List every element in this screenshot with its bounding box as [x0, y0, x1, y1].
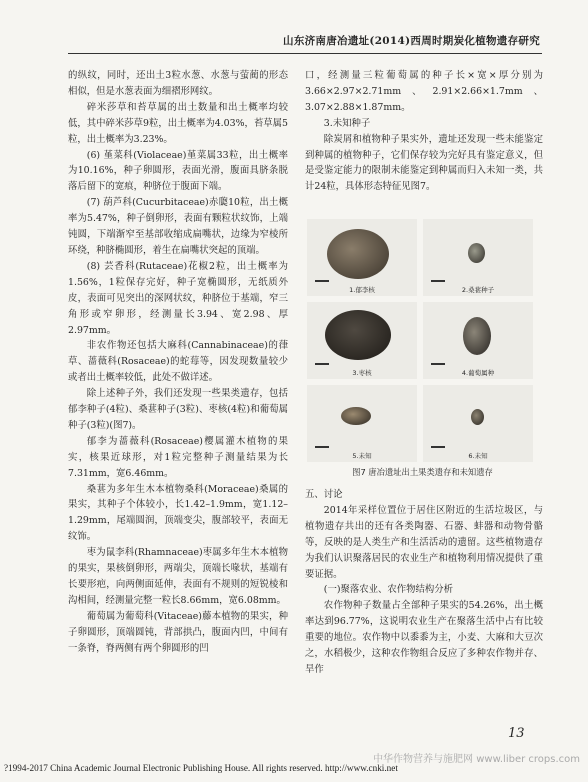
panel-caption: 2.桑葚种子 [461, 286, 495, 294]
left-paragraph: 桑葚为多年生木本植物桑科(Moraceae)桑属的果实，其种子个体较小，长1.42–1.9mm，宽1.12–1.29mm，尾端圆润，顶端变尖，腹部较平，表面无纹饰。 [68, 483, 288, 543]
scale-bar [431, 280, 445, 282]
running-header: 山东济南唐冶遗址(2014)西周时期炭化植物遗存研究 [283, 35, 540, 47]
figure-panel [423, 302, 533, 379]
left-paragraph: (8) 芸香科(Rutaceae)花椒2粒，出土概率为1.56%，1粒保存完好，种子宽椭圆形，无纸质外皮，表面可见突出的深网状纹，种脐位于基端，窄三角形或窄卵形，经测量长3.94、宽2.98、厚2.97mm。 [68, 260, 288, 336]
figure-panel [307, 219, 417, 296]
subsection-heading: (一)聚落农业、农作物结构分析 [323, 584, 453, 596]
panel-caption: 4.葡萄属种 [461, 369, 495, 377]
figure-panel [423, 219, 533, 296]
scale-bar [315, 363, 329, 365]
left-paragraph: (7) 葫芦科(Cucurbitaceae)赤瓟10粒，出土概率为5.47%，种子倒卵形，表面有颗粒状纹饰，上端钝圆，下端渐窄至基部收缩成扁嘴状，边缘为窄棱所环绕，种脐椭圆形，着生在扁嘴状突起的顶端。 [68, 197, 288, 256]
left-paragraph: 除上述种子外，我们还发现一些果类遗存，包括郁李种子(4粒)、桑葚种子(3粒)、枣核(4粒)和葡萄属种子(3粒)(图7)。 [68, 388, 288, 431]
page-number: 13 [508, 726, 525, 741]
right-paragraph: 2014年采样位置位于居住区附近的生活垃圾区，与植物遗存共出的还有各类陶器、石器、蚌器和动物骨骼等，反映的是人类生产和生活活动的遗留。这些植物遗存为我们认识聚落居民的农业生产和植物利用情况提供了重要证据。 [305, 504, 543, 580]
figure-panel [307, 385, 417, 462]
scale-bar [315, 446, 329, 448]
right-paragraph: 农作物种子数量占全部种子果实的54.26%，出土概率达到96.77%，这说明农业生产在聚落生活中占有比较重要的地位。农作物中以黍黍为主，小麦、大麻和大豆次之，水稻极少，这种农作物组合反应了多种农作物并存、旱作 [305, 600, 543, 675]
right-column-bottom [305, 487, 543, 678]
panel-caption: 5.未知 [352, 452, 372, 460]
seed-image [468, 243, 485, 263]
right-column-top [305, 68, 543, 195]
figure-caption: 图7 唐冶遗址出土果类遗存和未知遗存 [352, 467, 493, 477]
left-paragraph: 郁李为蔷薇科(Rosaceae)樱属灌木植物的果实，核果近球形，对1粒完整种子测量结果为长7.31mm，宽6.46mm。 [68, 435, 288, 479]
seed-image [341, 407, 371, 425]
header-rule [68, 53, 542, 54]
left-paragraph: (6) 堇菜科(Violaceae)堇菜属33粒，出土概率为10.16%，种子卵圆形，表面光滑，腹面具脐条脱落后留下的宽痕，种脐位于腹面下端。 [68, 149, 288, 193]
scale-bar [431, 446, 445, 448]
right-paragraph: 口，经测量三粒葡萄属的种子长×宽×厚分别为3.66×2.97×2.71mm、2.91×2.66×1.7mm、3.07×2.88×1.87mm。 [305, 70, 543, 113]
left-column [68, 68, 288, 657]
seed-image [471, 409, 484, 425]
section-heading: 五、讨论 [305, 489, 343, 500]
seed-image [325, 310, 391, 360]
seed-image [463, 317, 491, 355]
panel-caption: 1.郁李核 [349, 286, 375, 294]
scale-bar [315, 280, 329, 282]
left-paragraph: 非农作物还包括大麻科(Cannabinaceae)的葎草、蔷薇科(Rosaceae)的蛇莓等，因发现数量较少或者出土概率较低，此处不做详述。 [68, 340, 288, 384]
figure-panel [423, 385, 533, 462]
scale-bar [431, 363, 445, 365]
seed-image [327, 229, 389, 279]
left-paragraph: 葡萄属为葡萄科(Vitaceae)藤本植物的果实，种子卵圆形，顶端圆钝，背部拱凸，腹面内凹，中间有一条脊，脊两侧有两个卵圆形的凹 [68, 610, 288, 654]
panel-caption: 3.枣核 [352, 369, 372, 377]
figure-panel [307, 302, 417, 379]
right-paragraph: 除炭屑和植物种子果实外，遗址还发现一些未能鉴定到种属的植物种子，它们保存较为完好具有鉴定意义，但是受鉴定能力的限制未能鉴定到种属而归入未知一类，共计24粒，具体形态特征见图7。 [305, 133, 543, 193]
left-paragraph: 枣为鼠李科(Rhamnaceae)枣属多年生木本植物的果实，果核倒卵形，两端尖，顶端长喙状，基端有长要形疤，向两侧面延伸，表面有不规则的短锐棱和沟相间，经测量完整一粒长8.66mm，宽6.08mm。 [68, 547, 288, 606]
figure-7 [307, 219, 533, 471]
panel-caption: 6.未知 [468, 452, 488, 460]
left-paragraph: 碎米莎草和苔草属的出土数量和出土概率均较低，其中碎米莎草9粒，出土概率为4.03%，苔草属5粒，出土概率为3.23%。 [68, 101, 288, 145]
left-paragraph: 的纵纹，同时，还出土3粒水葱、水葱与萤蔺的形态相似，但是水葱表面为细褶形网纹。 [68, 70, 288, 97]
section-heading: 3.未知种子 [323, 117, 371, 129]
copyright-footer: ?1994-2017 China Academic Journal Electronic Publishing House. All rights reserved. http://www.cnki.net [4, 763, 398, 773]
watermark: 中华作物营养与施肥网 www.liber crops.com [373, 754, 580, 765]
